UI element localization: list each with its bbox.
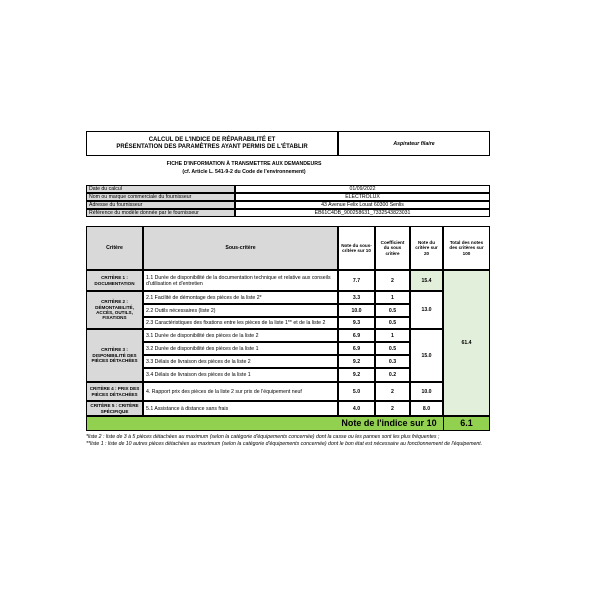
subcriterion-coef: 0.2 <box>375 368 410 382</box>
header-note-critere: Note du critère sur 20 <box>410 226 443 270</box>
subcriterion-row: 3.4 Délais de livraison des pièces de la liste 1 <box>143 368 338 382</box>
criterion-score: 15.4 <box>410 270 443 291</box>
subcriterion-note: 5.0 <box>338 382 375 401</box>
title-line-1: CALCUL DE L'INDICE DE RÉPARABILITÉ ET <box>148 136 276 143</box>
details-table <box>86 185 490 216</box>
info-line-2: (cf. Article L. 541-9-2 du Code de l'environnement) <box>182 168 306 175</box>
criterion-4: CRITÈRE 4 : PRIX DES PIÈCES DÉTACHÉES <box>86 382 143 401</box>
subcriterion-coef: 2 <box>375 270 410 291</box>
final-index-bar <box>86 416 490 431</box>
subcriterion-row: 4. Rapport prix des pièces de la liste 2 sur prix de l'équipement neuf <box>143 382 338 401</box>
subcriterion-coef: 1 <box>375 329 410 342</box>
header-critere: Critère <box>86 226 143 270</box>
final-index-value: 6.1 <box>443 417 489 430</box>
subcriterion-row: 2.1 Facilité de démontage des pièces de la liste 2* <box>143 291 338 304</box>
title-line-2: PRÉSENTATION DES PARAMÈTRES AYANT PERMIS DE L'ÉTABLIR <box>116 143 308 150</box>
subcriterion-coef: 2 <box>375 401 410 416</box>
detail-value: 01/09/2022 <box>235 185 490 193</box>
detail-label: Nom ou marque commerciale du fournisseur <box>86 193 235 201</box>
criterion-score: 13.0 <box>410 291 443 329</box>
product-type: Aspirateur filaire <box>338 131 490 156</box>
subcriterion-note: 3.3 <box>338 291 375 304</box>
subcriterion-coef: 0.5 <box>375 342 410 355</box>
subcriterion-note: 6.9 <box>338 342 375 355</box>
subcriterion-row: 3.2 Durée de disponibilité des pièces de la liste 1 <box>143 342 338 355</box>
info-line-1: FICHE D'INFORMATION À TRANSMETTRE AUX DEMANDEURS <box>166 160 322 167</box>
subcriterion-row: 2.3 Caractéristiques des fixations entre les pièces de la liste 1** et de la liste 2 <box>143 317 338 329</box>
subcriterion-row: 3.1 Durée de disponibilité des pièces de la liste 2 <box>143 329 338 342</box>
criterion-1: CRITÈRE 1 : DOCUMENTATION <box>86 270 143 291</box>
subcriterion-row: 1.1 Durée de disponibilité de la documentation technique et relative aux conseils d'utilisation et d'entretien <box>143 270 338 291</box>
total-score: 61.4 <box>443 270 490 416</box>
score-table <box>86 226 490 416</box>
subcriterion-coef: 0.3 <box>375 355 410 368</box>
subcriterion-note: 9.2 <box>338 368 375 382</box>
criterion-score: 8.0 <box>410 401 443 416</box>
subcriterion-note: 9.2 <box>338 355 375 368</box>
subcriterion-row: 5.1 Assistance à distance sans frais <box>143 401 338 416</box>
header-coefficient: Coefficient du sous critère <box>375 226 410 270</box>
subcriterion-note: 10.0 <box>338 304 375 317</box>
criterion-score: 15.0 <box>410 329 443 382</box>
subcriterion-coef: 0.5 <box>375 304 410 317</box>
header-note-sous-critere: Note du sous-critère sur 10 <box>338 226 375 270</box>
subcriterion-row: 2.2 Outils nécessaires (liste 2) <box>143 304 338 317</box>
footnote-1: *liste 2 : liste de 3 à 5 pièces détachées au maximum (selon la catégorie d'équipements concernée) dont la casse ou les pannes sont les plus fréquentes ; <box>86 434 440 440</box>
subcriterion-note: 4.0 <box>338 401 375 416</box>
sheet-title <box>86 131 338 156</box>
subcriterion-coef: 2 <box>375 382 410 401</box>
subcriterion-coef: 1 <box>375 291 410 304</box>
criterion-2: CRITÈRE 2 : DÉMONTABILITÉ, ACCÈS, OUTILS, FIXATIONS <box>86 291 143 329</box>
subcriterion-row: 3.3 Délais de livraison des pièces de la liste 2 <box>143 355 338 368</box>
subcriterion-note: 7.7 <box>338 270 375 291</box>
final-index-label: Note de l'indice sur 10 <box>341 418 437 428</box>
detail-label: Référence du modèle donnée par le fournisseur <box>86 209 235 217</box>
criterion-score: 10.0 <box>410 382 443 401</box>
detail-label: Date du calcul <box>86 185 235 193</box>
subcriterion-note: 9.3 <box>338 317 375 329</box>
subcriterion-note: 6.9 <box>338 329 375 342</box>
header-total: Total des notes des critères sur 100 <box>443 226 490 270</box>
criterion-3: CRITÈRE 3 : DISPONIBILITÉ DES PIÈCES DÉTACHÉES <box>86 329 143 382</box>
detail-label: Adresse du fournisseur <box>86 201 235 209</box>
criterion-5: CRITÈRE 5 : CRITÈRE SPÉCIFIQUE <box>86 401 143 416</box>
detail-value: ELECTROLUX <box>235 193 490 201</box>
footnote-2: **liste 1 : liste de 10 autres pièces détachées au maximum (selon la catégorie d'équipements concernée) dont le bon état est nécessaire au fonctionnement de l'équipement. <box>86 441 483 447</box>
header-sous-critere: Sous-critère <box>143 226 338 270</box>
detail-value: EB61C4DB_900258631_7332543823031 <box>235 209 490 217</box>
detail-value: 43 Avenue Felix Louat 60300 Senlis <box>235 201 490 209</box>
subcriterion-coef: 0.5 <box>375 317 410 329</box>
